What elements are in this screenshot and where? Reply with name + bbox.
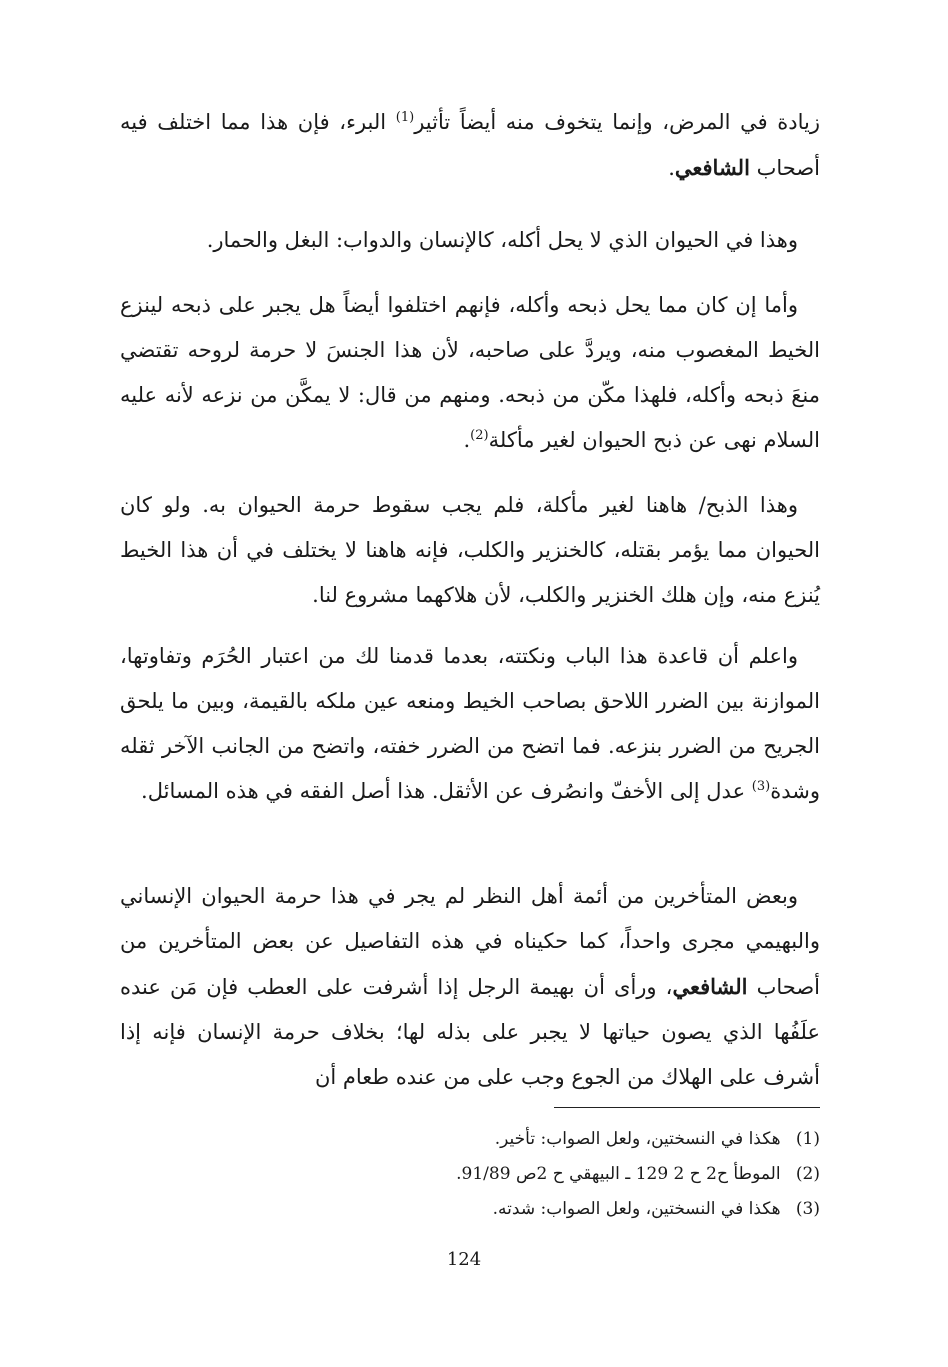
footnote-number: (2) xyxy=(795,1164,820,1184)
footnote-text: هكذا في النسختين، ولعل الصواب: تأخير. xyxy=(494,1129,781,1149)
footnote-text: هكذا في النسختين، ولعل الصواب: شدته. xyxy=(492,1199,781,1219)
footnote-number: (3) xyxy=(795,1199,820,1219)
footnote-ref: (3) xyxy=(751,779,771,794)
paragraph-block xyxy=(120,874,820,1100)
paragraph-block xyxy=(120,283,820,463)
paragraph-block xyxy=(120,634,820,814)
footnote xyxy=(300,1192,820,1227)
paragraph-text: وأما إن كان مما يحل ذبحه وأكله، فإنهم اختلفوا أيضاً هل يجبر على ذبحه لينزع الخيط المغصوب منه، ويردَّ على صاحبه، لأن هذا الجنسَ لا حرمة لروحه تقتضي منعَ ذبحه وأكله، فلهذا مكّن من ذبحه. ومنهم من قال: لا يمكَّن من نزعه لأنه عليه السلام نهى عن ذبح الحيوان لغير مأكلة xyxy=(120,293,820,452)
footnote-ref: (2) xyxy=(470,428,489,443)
paragraph-text: . xyxy=(668,156,675,180)
paragraph xyxy=(120,283,820,463)
footnotes xyxy=(300,1122,820,1227)
paragraph-block xyxy=(120,483,820,618)
page-number: 124 xyxy=(446,1249,482,1270)
paragraph xyxy=(120,874,820,1100)
paragraph-text: عدل إلى الأخفّ وانصُرف عن الأثقل. هذا أصل الفقه في هذه المسائل. xyxy=(141,779,752,803)
paragraph xyxy=(120,218,820,263)
footnote xyxy=(300,1122,820,1157)
paragraph-text: وهذا الذبح/ هاهنا لغير مأكلة، فلم يجب سقوط حرمة الحيوان به. ولو كان الحيوان مما يؤمر بقتله، كالخنزير والكلب، فإنه هاهنا لا يختلف في أن هذا الخيط يُنزع منه، وإن هلك الخنزير والكلب، لأن هلاكهما مشروع لنا. xyxy=(120,493,820,607)
paragraph-text: ، ورأى أن بهيمة الرجل إذا أشرفت على العطب فإن مَن عنده علَفُها الذي يصون حياتها لا يجبر على بذله لها؛ بخلاف حرمة الإنسان فإنه إذا أشرف على الهلاك من الجوع وجب على من عنده طعام أن xyxy=(120,975,820,1089)
paragraph-text: البرء، فإن هذا مما اختلف فيه أصحاب xyxy=(120,110,820,180)
bold-name: الشافعي xyxy=(672,974,748,999)
paragraph-text: وبعض المتأخرين من أئمة أهل النظر لم يجر في هذا حرمة الحيوان الإنساني والبهيمي مجرى واحداً، كما حكيناه في هذه التفاصيل عن بعض المتأخرين من أصحاب xyxy=(120,884,820,999)
paragraph xyxy=(120,483,820,618)
paragraph-block xyxy=(120,100,820,191)
footnote-text: الموطأ ح2 ح 2 129 ـ البيهقي ح 2ص 91/89. xyxy=(456,1164,781,1184)
paragraph-text: . xyxy=(463,428,471,452)
paragraph-text: واعلم أن قاعدة هذا الباب ونكتته، بعدما قدمنا لك من اعتبار الحُرَم وتفاوتها، الموازنة بين الضرر اللاحق بصاحب الخيط ومنعه عين ملكه بالقيمة، وبين ما يلحق الجريح من الضرر بنزعه. فما اتضح من الضرر خفته، واتضح من الجانب الآخر ثقله وشدة xyxy=(120,644,820,803)
paragraph-block xyxy=(120,218,820,263)
paragraph-text: زيادة في المرض، وإنما يتخوف منه أيضاً تأثير xyxy=(414,110,821,134)
footnote-ref: (1) xyxy=(395,110,415,125)
footnote-separator xyxy=(554,1107,820,1108)
paragraph-text: وهذا في الحيوان الذي لا يحل أكله، كالإنسان والدواب: البغل والحمار. xyxy=(206,228,798,252)
footnote xyxy=(300,1157,820,1192)
bold-name: الشافعي xyxy=(674,155,750,180)
paragraph xyxy=(120,634,820,814)
paragraph xyxy=(120,100,820,191)
footnote-number: (1) xyxy=(795,1129,820,1149)
